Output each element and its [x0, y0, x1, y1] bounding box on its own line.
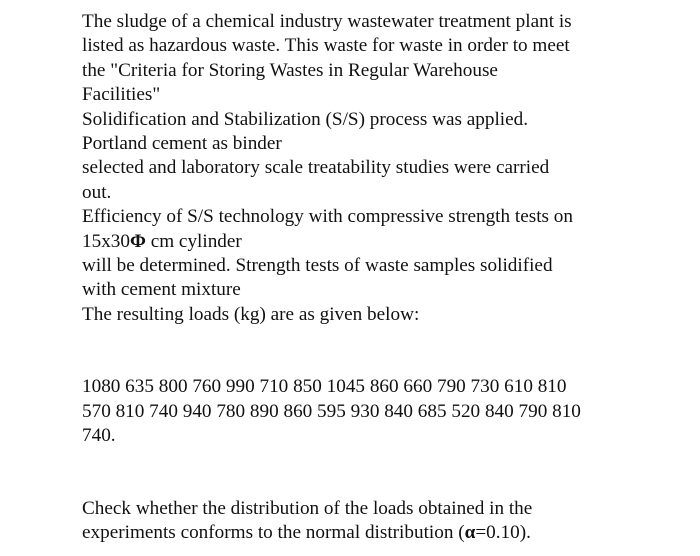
text-line: selected and laboratory scale treatability studies were carried	[82, 157, 550, 179]
problem-document	[82, 10, 682, 545]
text-line: Efficiency of S/S technology with compressive strength tests on	[82, 206, 573, 228]
text-line: out.	[82, 181, 112, 203]
data-line: 1080 635 800 760 990 710 850 1045 860 660 790 730 610 810	[82, 376, 567, 398]
spacer	[82, 327, 682, 375]
text-line: will be determined. Strength tests of waste samples solidified	[82, 255, 553, 277]
text-line: the "Criteria for Storing Wastes in Regular Warehouse	[82, 59, 498, 81]
question-line	[82, 521, 682, 545]
cylinder-suffix: cm cylinder	[145, 230, 242, 252]
question-prefix: experiments conforms to the normal distribution (	[82, 521, 465, 543]
cylinder-prefix: 15x30	[82, 230, 130, 252]
load-data-block	[82, 375, 682, 448]
text-line: The resulting loads (kg) are as given below:	[82, 303, 420, 325]
alpha-symbol: α	[464, 521, 476, 543]
text-line: Portland cement as binder	[82, 133, 282, 155]
problem-paragraph	[82, 10, 682, 327]
phi-symbol: Φ	[129, 230, 146, 252]
text-line: listed as hazardous waste. This waste for waste in order to meet	[82, 35, 570, 57]
data-line: 740.	[82, 425, 116, 447]
text-line: Solidification and Stabilization (S/S) process was applied.	[82, 108, 529, 130]
text-line: The sludge of a chemical industry wastewater treatment plant is	[82, 11, 572, 32]
spacer	[82, 449, 682, 497]
question-line: Check whether the distribution of the loads obtained in the	[82, 497, 533, 519]
text-line: with cement mixture	[82, 279, 241, 301]
question-suffix: =0.10).	[475, 521, 531, 543]
data-line: 570 810 740 940 780 890 860 595 930 840 685 520 840 790 810	[82, 400, 581, 422]
question-paragraph	[82, 497, 682, 546]
cylinder-size-line	[82, 230, 682, 254]
text-line: Facilities"	[82, 84, 161, 106]
